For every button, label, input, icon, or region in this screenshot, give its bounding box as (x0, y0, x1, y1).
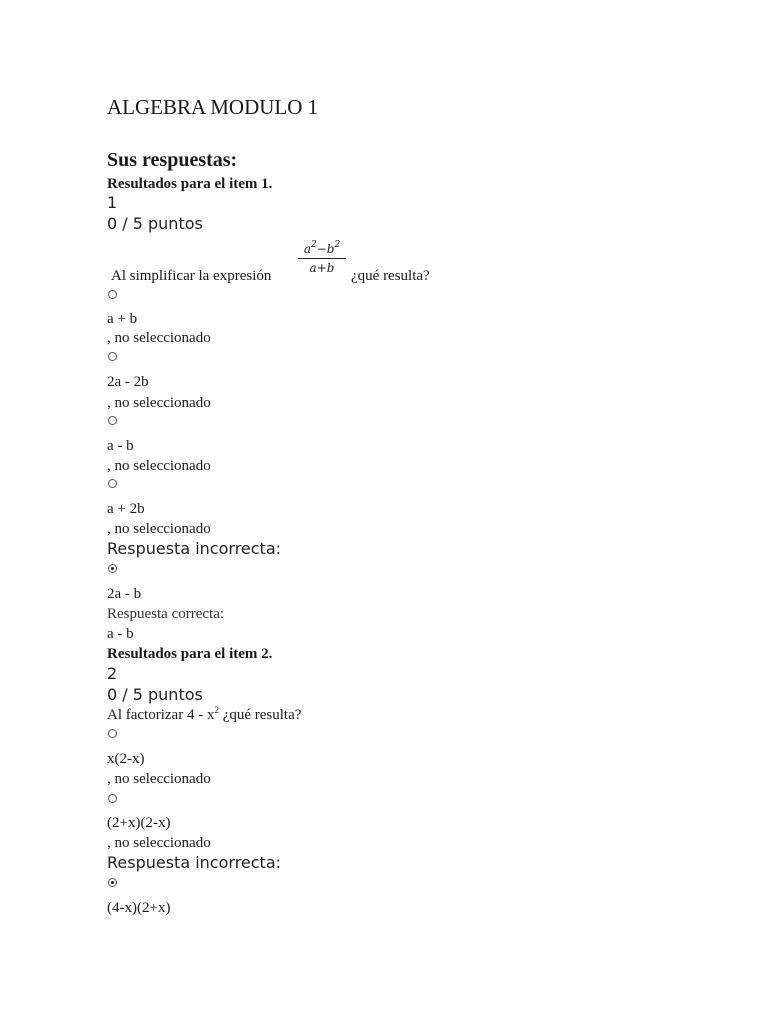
item-2-option-2-status: , no seleccionado (107, 835, 211, 851)
item-1-question-suffix: ¿qué resulta? (351, 268, 430, 284)
item-2-question (107, 706, 301, 724)
item-2-option-2-radio[interactable] (108, 794, 117, 803)
item-2-question-prefix: Al factorizar 4 - x (107, 707, 215, 723)
item-1-option-2-status: , no seleccionado (107, 395, 211, 411)
item-1-option-1-status: , no seleccionado (107, 330, 211, 346)
item-1-option-1-radio[interactable] (108, 290, 117, 299)
page-title: ALGEBRA MODULO 1 (107, 95, 319, 119)
section-heading: Sus respuestas: (107, 149, 238, 171)
item-1-question-prefix: Al simplificar la expresión (111, 268, 272, 284)
item-2-question-exponent: 2 (214, 705, 219, 715)
item-1-option-2-radio[interactable] (108, 352, 117, 361)
fraction-numerator: $a^2-b^2$ (303, 240, 341, 256)
item-2-results-label: Resultados para el item 2. (107, 646, 273, 662)
item-1-score: 0 / 5 puntos (107, 214, 203, 233)
fraction-bar (298, 258, 346, 259)
item-2-option-1-radio[interactable] (108, 729, 117, 738)
item-1-number: 1 (107, 193, 118, 212)
item-2-score: 0 / 5 puntos (107, 685, 203, 704)
item-2-number: 2 (107, 664, 118, 683)
item-1-question-fraction (298, 242, 346, 275)
item-2-option-1-text: x(2-x) (107, 751, 145, 767)
item-2-selected-radio[interactable] (108, 878, 117, 887)
item-2-option-1-status: , no seleccionado (107, 771, 211, 787)
item-1-incorrect-label: Respuesta incorrecta: (107, 539, 282, 558)
item-2-incorrect-label: Respuesta incorrecta: (107, 853, 282, 872)
item-1-results-label: Resultados para el item 1. (107, 176, 273, 192)
item-2-selected-answer: (4-x)(2+x) (107, 900, 171, 916)
item-1-option-3-status: , no seleccionado (107, 458, 211, 474)
item-1-option-3-text: a - b (107, 438, 134, 454)
item-1-correct-answer: a - b (107, 626, 134, 642)
item-1-option-4-radio[interactable] (108, 479, 117, 488)
fraction-denominator: a+b (309, 261, 335, 275)
item-2-question-suffix: ¿qué resulta? (222, 707, 302, 723)
item-1-option-4-text: a + 2b (107, 501, 145, 517)
item-1-option-3-radio[interactable] (108, 416, 117, 425)
item-1-option-1-text: a + b (107, 311, 138, 327)
item-1-correct-label: Respuesta correcta: (107, 606, 225, 622)
item-1-option-4-status: , no seleccionado (107, 521, 211, 537)
item-1-option-2-text: 2a - 2b (107, 374, 149, 390)
item-1-selected-answer: 2a - b (107, 586, 142, 602)
item-1-selected-radio[interactable] (108, 564, 117, 573)
item-2-option-2-text: (2+x)(2-x) (107, 815, 171, 831)
